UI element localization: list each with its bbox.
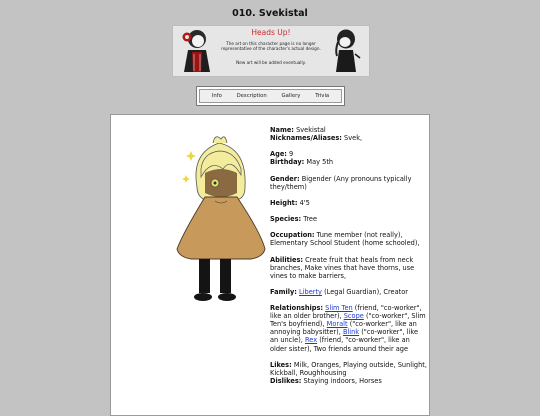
height-field [270, 199, 428, 207]
page-title: 010. Svekistal [232, 8, 308, 19]
banner-subtext: New art will be added eventually. [236, 60, 306, 65]
relationship-rex-link[interactable]: Rex [304, 336, 318, 345]
occupation-value: Tune member (not really), Elementary School Student (home schooled), [270, 231, 420, 248]
family-label: Family: [270, 287, 297, 296]
likes-label: Likes: [270, 360, 292, 369]
nav-gallery-link[interactable]: Gallery [281, 93, 301, 99]
section-nav [196, 86, 345, 106]
gender-field [270, 175, 428, 191]
banner-heading: Heads Up! [251, 28, 291, 37]
character-chibi-right-image [329, 28, 363, 74]
relationships-field [270, 304, 428, 353]
birthday-value: May 5th [306, 158, 334, 167]
abilities-label: Abilities: [270, 255, 304, 264]
relationship-blink-link[interactable]: Blink [342, 328, 360, 337]
height-label: Height: [270, 198, 298, 207]
relationship-slim-ten-link[interactable]: Slim Ten [325, 304, 353, 313]
nicknames-value: Svek, [344, 134, 363, 143]
nav-trivia-link[interactable]: Trivia [315, 93, 330, 99]
relationships-label: Relationships: [270, 304, 324, 313]
relationship-text: (friend, "co-worker", like an older brother), [270, 304, 422, 321]
abilities-field [270, 256, 428, 280]
family-value: (Legal Guardian), Creator [324, 287, 408, 296]
occupation-field [270, 231, 428, 247]
height-value: 4'5 [299, 198, 310, 207]
relationship-text: (friend, "co-worker", like an older sister), Two friends around their age [270, 336, 410, 353]
species-label: Species: [270, 215, 302, 224]
age-field [270, 150, 428, 166]
species-value: Tree [303, 215, 318, 224]
gender-value: Bigender (Any pronouns typically they/them) [270, 174, 412, 191]
character-info-panel [110, 114, 430, 416]
nav-info-link[interactable]: Info [211, 93, 222, 99]
age-label: Age: [270, 150, 287, 159]
age-value: 9 [289, 150, 294, 159]
dislikes-value: Staying indoors, Horses [303, 376, 382, 385]
name-field [270, 126, 428, 142]
birthday-label: Birthday: [270, 158, 305, 167]
nicknames-label: Nicknames/Aliases: [270, 134, 342, 143]
relationship-text: ("co-worker", like an annoying babysitter), [270, 320, 417, 337]
relationship-moralt-link[interactable]: Moralt [326, 320, 348, 329]
likes-value: Milk, Oranges, Playing outside, Sunlight, Kickball, Roughhousing [270, 360, 427, 377]
name-value: Svekistal [296, 126, 326, 134]
character-details [270, 126, 428, 393]
family-field [270, 288, 428, 296]
relationship-text: ("co-worker", like an uncle), [270, 328, 419, 345]
family-liberty-link[interactable]: Liberty [299, 287, 322, 296]
character-portrait-image [175, 129, 267, 307]
name-label: Name: [270, 126, 294, 134]
nav-description-link[interactable]: Description [236, 93, 267, 99]
dislikes-label: Dislikes: [270, 376, 302, 385]
abilities-value: Create fruit that heals from neck branches, Make vines that have thorns, use vines to make barriers, [270, 255, 415, 280]
occupation-label: Occupation: [270, 231, 315, 240]
relationship-text: ("co-worker", Slim Ten's boyfriend), [270, 312, 426, 329]
relationship-scope-link[interactable]: Scope [343, 312, 364, 321]
species-field [270, 215, 428, 223]
gender-label: Gender: [270, 174, 300, 183]
banner-text: The art on this character page is no longer representative of the character's actual design. [221, 41, 321, 52]
likes-field [270, 361, 428, 385]
heads-up-banner [172, 25, 370, 77]
